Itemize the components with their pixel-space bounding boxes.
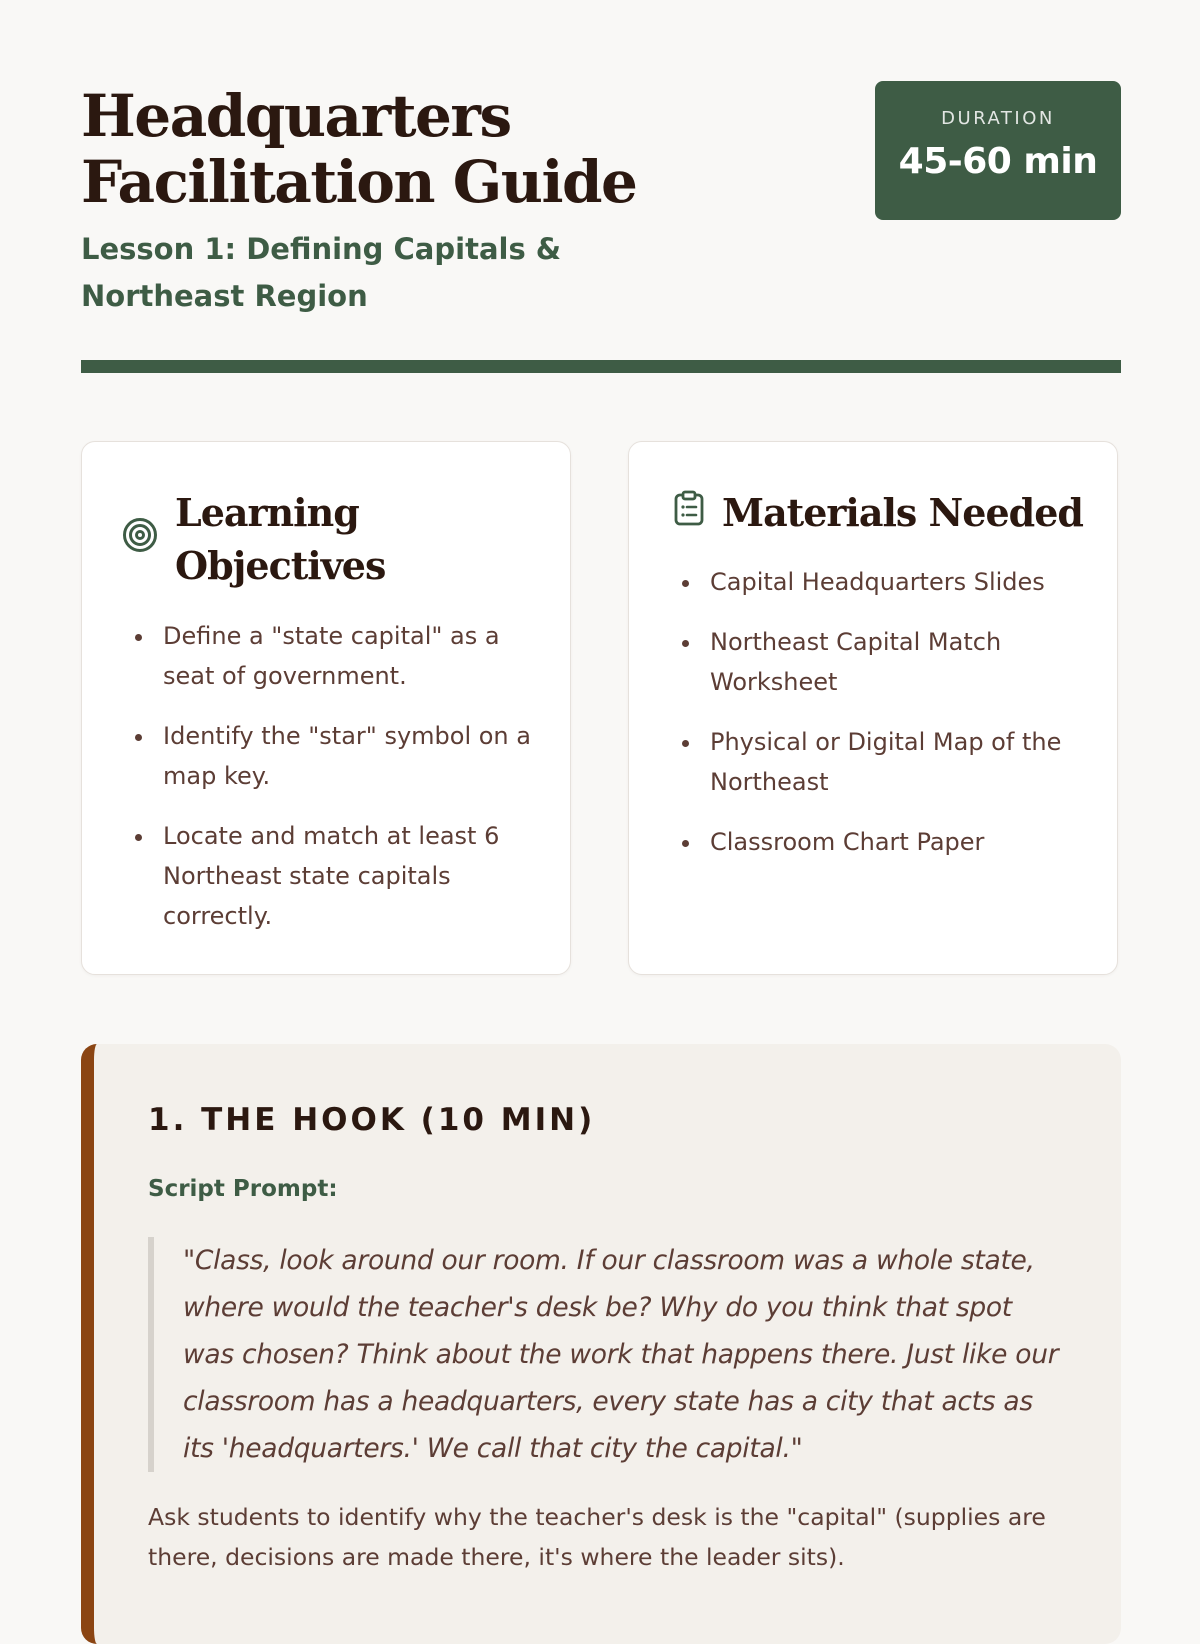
list-item: Northeast Capital Match Worksheet bbox=[710, 622, 1090, 702]
materials-list bbox=[710, 562, 1090, 882]
materials-needed-card bbox=[628, 441, 1118, 975]
facilitation-guide-page bbox=[81, 0, 1121, 1571]
target-icon bbox=[122, 517, 158, 553]
duration-label: DURATION bbox=[941, 108, 1055, 129]
materials-title: Materials Needed bbox=[722, 490, 1083, 535]
facilitator-note: Ask students to identify why the teacher's desk is the "capital" (supplies are there, decisions are made there, it's where the leader sits). bbox=[148, 1503, 1046, 1571]
list-item: Locate and match at least 6 Northeast state capitals correctly. bbox=[163, 816, 543, 936]
list-item: Capital Headquarters Slides bbox=[710, 562, 1090, 602]
learning-objectives-card bbox=[81, 441, 571, 975]
objectives-title: Learning Objectives bbox=[175, 490, 386, 588]
script-quote: "Class, look around our room. If our classroom was a whole state, where would the teacher's desk be? Why do you think that spot was chosen? Think about the work that happens there. Just like our classroom has a headquarters, every state has a city that acts as its 'headquarters.' We call that city the capital." bbox=[148, 1237, 1063, 1472]
page-title: Headquarters Facilitation Guide bbox=[81, 82, 637, 216]
clipboard-icon bbox=[671, 490, 707, 526]
script-prompt-label: Script Prompt: bbox=[148, 1176, 338, 1202]
list-item: Identify the "star" symbol on a map key. bbox=[163, 716, 543, 796]
hook-title: 1. THE HOOK (10 MIN) bbox=[148, 1102, 596, 1138]
duration-badge bbox=[875, 81, 1121, 220]
lesson-subtitle: Lesson 1: Defining Capitals & Northeast Region bbox=[81, 232, 562, 313]
duration-value: 45-60 min bbox=[898, 141, 1098, 182]
page-header bbox=[81, 0, 1121, 375]
header-divider bbox=[81, 360, 1121, 373]
list-item: Define a "state capital" as a seat of government. bbox=[163, 616, 543, 696]
list-item: Physical or Digital Map of the Northeast bbox=[710, 722, 1090, 802]
list-item: Classroom Chart Paper bbox=[710, 822, 1090, 862]
objectives-list bbox=[163, 616, 543, 956]
hook-section bbox=[81, 1044, 1121, 1644]
